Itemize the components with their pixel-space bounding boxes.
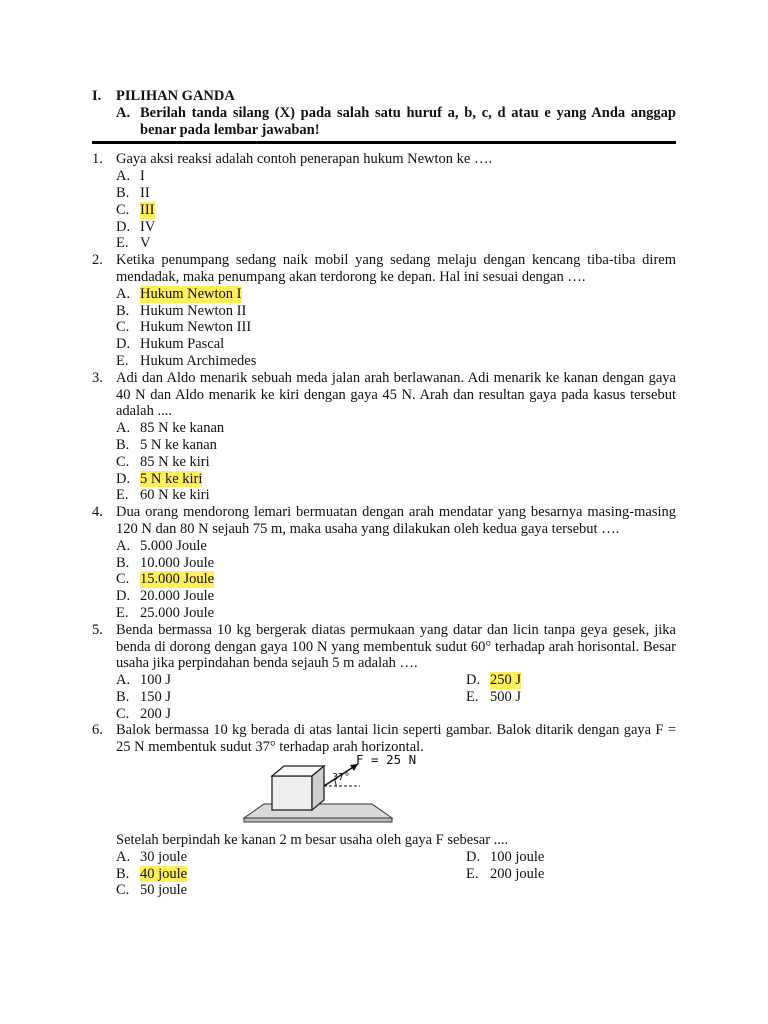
section-number: I. (92, 88, 102, 104)
option-letter: E. (116, 604, 129, 621)
option-text: 150 J (140, 688, 172, 705)
answer-option[interactable] (92, 235, 676, 252)
divider (92, 141, 676, 144)
question-text: Benda bermassa 10 kg bergerak diatas permukaan yang datar dan licin tanpa geya gesek, jika benda di dorong dengan gaya 100 N yang membentuk sudut 60° terhadap arah horisontal. Besar usaha jika perpindahan benda sejauh 5 m adalah …. (116, 621, 676, 672)
question (92, 252, 676, 286)
option-letter: A. (116, 285, 131, 302)
option-letter: B. (116, 184, 130, 201)
question (92, 370, 676, 420)
option-letter: D. (116, 218, 131, 235)
option-text: 200 J (140, 705, 172, 722)
options-right-column (466, 849, 676, 899)
answer-option[interactable] (92, 202, 676, 219)
option-text: 40 joule (140, 865, 188, 882)
option-letter: E. (116, 352, 129, 369)
answer-option[interactable] (92, 303, 676, 320)
answer-option[interactable] (92, 336, 676, 353)
answer-options-grid (92, 849, 676, 899)
option-text: 60 N ke kiri (140, 487, 210, 504)
option-letter: E. (466, 865, 479, 882)
force-label: F = 25 N (356, 752, 417, 768)
answer-option[interactable] (116, 849, 466, 866)
option-text: 10.000 Joule (140, 554, 215, 571)
question-text: Gaya aksi reaksi adalah contoh penerapan hukum Newton ke …. (116, 151, 493, 168)
answer-option[interactable] (466, 672, 676, 689)
option-text: Hukum Newton III (140, 319, 252, 336)
options-right-column (466, 672, 676, 722)
option-letter: D. (116, 336, 131, 353)
option-text: 85 N ke kanan (140, 420, 225, 437)
block-force-figure (232, 752, 442, 832)
question (92, 504, 676, 538)
answer-option[interactable] (116, 672, 466, 689)
answer-option[interactable] (116, 866, 466, 883)
section-heading (92, 88, 676, 105)
option-letter: A. (116, 848, 131, 865)
answer-options-grid (92, 672, 676, 722)
question-number: 1. (92, 151, 103, 168)
question-text: Ketika penumpang sedang naik mobil yang sedang melaju dengan kencang tiba-tiba direm mendadak, maka penumpang akan terdorong ke depan. Hal ini sesuai dengan …. (116, 252, 676, 285)
options-left-column (116, 672, 466, 722)
option-letter: C. (116, 453, 130, 470)
answer-option[interactable] (92, 571, 676, 588)
answer-option[interactable] (466, 866, 676, 883)
option-letter: C. (116, 882, 130, 899)
instruction-text: Berilah tanda silang (X) pada salah satu huruf a, b, c, d atau e yang Anda anggap benar pada lembar jawaban! (140, 104, 676, 138)
question-number: 6. (92, 722, 103, 739)
option-text: II (140, 184, 150, 201)
answer-option[interactable] (92, 588, 676, 605)
option-text: Hukum Newton II (140, 302, 247, 319)
option-letter: B. (116, 554, 130, 571)
question-list (92, 151, 676, 899)
option-text: V (140, 235, 151, 252)
option-text: 5 N ke kiri (140, 470, 203, 487)
option-text: 200 joule (490, 865, 545, 882)
question-text-continued: Setelah berpindah ke kanan 2 m besar usaha oleh gaya F sebesar .... (116, 832, 509, 849)
answer-option[interactable] (92, 471, 676, 488)
question-number: 2. (92, 252, 103, 269)
answer-option[interactable] (92, 487, 676, 504)
question-number: 4. (92, 504, 103, 521)
option-text: I (140, 168, 145, 185)
option-letter: B. (116, 865, 130, 882)
answer-option[interactable] (466, 689, 676, 706)
question (92, 151, 676, 168)
answer-option[interactable] (92, 219, 676, 236)
option-text: 100 joule (490, 848, 545, 865)
option-letter: C. (116, 705, 130, 722)
answer-option[interactable] (92, 454, 676, 471)
answer-option[interactable] (92, 555, 676, 572)
option-letter: E. (116, 487, 129, 504)
exam-page (92, 88, 676, 899)
option-letter: A. (116, 420, 131, 437)
option-letter: D. (116, 588, 131, 605)
option-text: 50 joule (140, 882, 188, 899)
answer-option[interactable] (92, 185, 676, 202)
option-letter: B. (116, 436, 130, 453)
option-letter: E. (466, 688, 479, 705)
option-text: 85 N ke kiri (140, 453, 210, 470)
option-letter: C. (116, 319, 130, 336)
question-text: Balok bermassa 10 kg berada di atas lantai licin seperti gambar. Balok ditarik dengan gaya F = 25 N membentuk sudut 37° terhadap arah horizontal. (116, 722, 676, 756)
options-left-column (116, 849, 466, 899)
option-text: III (140, 201, 155, 218)
option-letter: A. (116, 672, 131, 689)
option-text: 30 joule (140, 848, 188, 865)
question-number: 5. (92, 621, 103, 638)
option-letter: B. (116, 302, 130, 319)
answer-option[interactable] (116, 706, 466, 723)
answer-option[interactable] (92, 168, 676, 185)
answer-option[interactable] (466, 849, 676, 866)
answer-option[interactable] (92, 420, 676, 437)
option-letter: D. (466, 672, 481, 689)
option-text: Hukum Pascal (140, 336, 225, 353)
answer-option[interactable] (92, 319, 676, 336)
answer-option[interactable] (92, 353, 676, 370)
option-text: 5 N ke kanan (140, 436, 217, 453)
option-letter: A. (116, 537, 131, 554)
question (92, 722, 676, 756)
instruction-letter: A. (116, 104, 131, 121)
angle-label: 37° (332, 772, 351, 784)
question-text: Adi dan Aldo menarik sebuah meda jalan arah berlawanan. Adi menarik ke kanan dengan gaya 40 N dan Aldo menarik ke kiri dengan gaya 45 N. Arah dan resultan gaya pada kasus tersebut adalah .... (116, 369, 676, 420)
answer-option[interactable] (92, 286, 676, 303)
option-text: 25.000 Joule (140, 604, 215, 621)
option-letter: D. (116, 470, 131, 487)
option-letter: A. (116, 168, 131, 185)
option-text: Hukum Newton I (140, 285, 242, 302)
option-letter: C. (116, 201, 130, 218)
option-text: 5.000 Joule (140, 537, 207, 554)
question-text: Dua orang mendorong lemari bermuatan dengan arah mendatar yang besarnya masing-masing 120 N dan 80 N sejauh 75 m, maka usaha yang dilakukan oleh kedua gaya tersebut …. (116, 504, 676, 537)
option-text: Hukum Archimedes (140, 352, 257, 369)
answer-option[interactable] (116, 882, 466, 899)
option-text: 15.000 Joule (140, 571, 215, 588)
option-letter: E. (116, 235, 129, 252)
option-text: 250 J (490, 672, 522, 689)
option-text: IV (140, 218, 156, 235)
answer-option[interactable] (92, 605, 676, 622)
option-letter: C. (116, 571, 130, 588)
answer-option[interactable] (92, 538, 676, 555)
option-letter: D. (466, 848, 481, 865)
option-text: 500 J (490, 688, 522, 705)
instruction (92, 105, 676, 139)
option-text: 100 J (140, 672, 172, 689)
answer-option[interactable] (92, 437, 676, 454)
question (92, 622, 676, 672)
section-title: PILIHAN GANDA (116, 88, 235, 104)
option-letter: B. (116, 688, 130, 705)
option-text: 20.000 Joule (140, 588, 215, 605)
answer-option[interactable] (116, 689, 466, 706)
question-number: 3. (92, 369, 103, 386)
